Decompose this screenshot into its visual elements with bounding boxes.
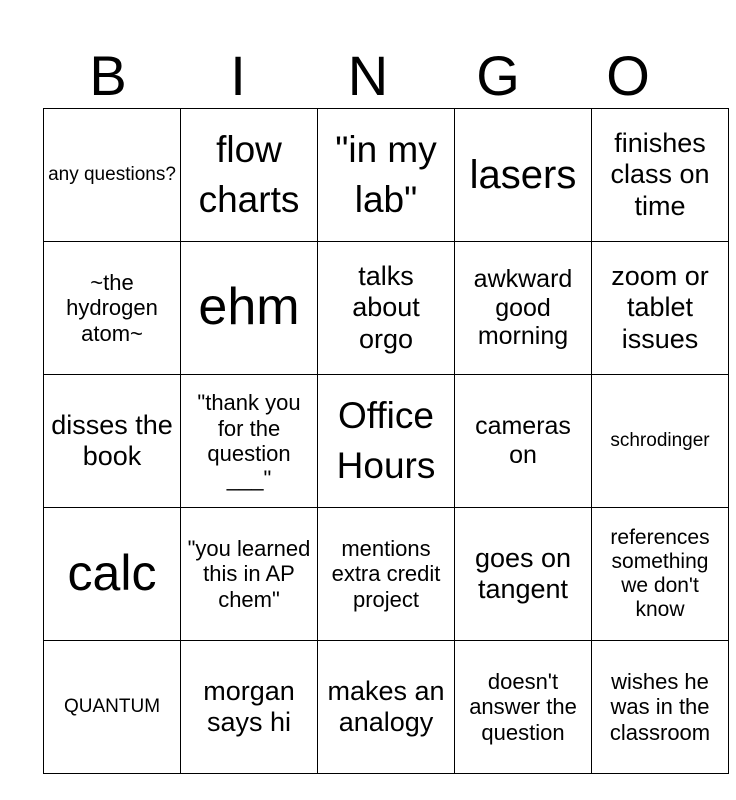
bingo-cell[interactable]: "in my lab" [318,109,455,242]
bingo-cell[interactable]: any questions? [44,109,181,242]
bingo-cell[interactable]: calc [44,508,181,641]
board-row [44,508,729,641]
bingo-cell[interactable]: schrodinger [592,375,729,508]
board-row [44,641,729,774]
bingo-cell[interactable]: cameras on [455,375,592,508]
bingo-cell[interactable]: mentions extra credit project [318,508,455,641]
header-letter-i: I [230,44,246,107]
bingo-cell[interactable]: ~the hydrogen atom~ [44,242,181,375]
header-letter-n: N [347,44,389,107]
header-letter-b: B [89,44,127,107]
bingo-cell[interactable]: talks about orgo [318,242,455,375]
bingo-cell[interactable]: goes on tangent [455,508,592,641]
bingo-cell[interactable]: makes an analogy [318,641,455,774]
board-row [44,109,729,242]
bingo-cell[interactable]: zoom or tablet issues [592,242,729,375]
bingo-cell[interactable]: "thank you for the question ___" [181,375,318,508]
bingo-cell[interactable]: ehm [181,242,318,375]
bingo-cell[interactable]: QUANTUM [44,641,181,774]
header-letter-g: G [476,44,520,107]
bingo-cell[interactable]: "you learned this in AP chem" [181,508,318,641]
bingo-cell[interactable]: flow charts [181,109,318,242]
header-letter-o: O [606,44,650,107]
bingo-cell[interactable]: references something we don't know [592,508,729,641]
bingo-cell[interactable]: Office Hours [318,375,455,508]
bingo-cell[interactable]: wishes he was in the classroom [592,641,729,774]
bingo-cell[interactable]: lasers [455,109,592,242]
board-row [44,375,729,508]
bingo-header [43,44,693,108]
bingo-cell[interactable]: doesn't answer the question [455,641,592,774]
bingo-cell[interactable]: morgan says hi [181,641,318,774]
bingo-cell[interactable]: awkward good morning [455,242,592,375]
board-row [44,242,729,375]
bingo-cell[interactable]: disses the book [44,375,181,508]
bingo-cell[interactable]: finishes class on time [592,109,729,242]
bingo-board [43,108,729,774]
